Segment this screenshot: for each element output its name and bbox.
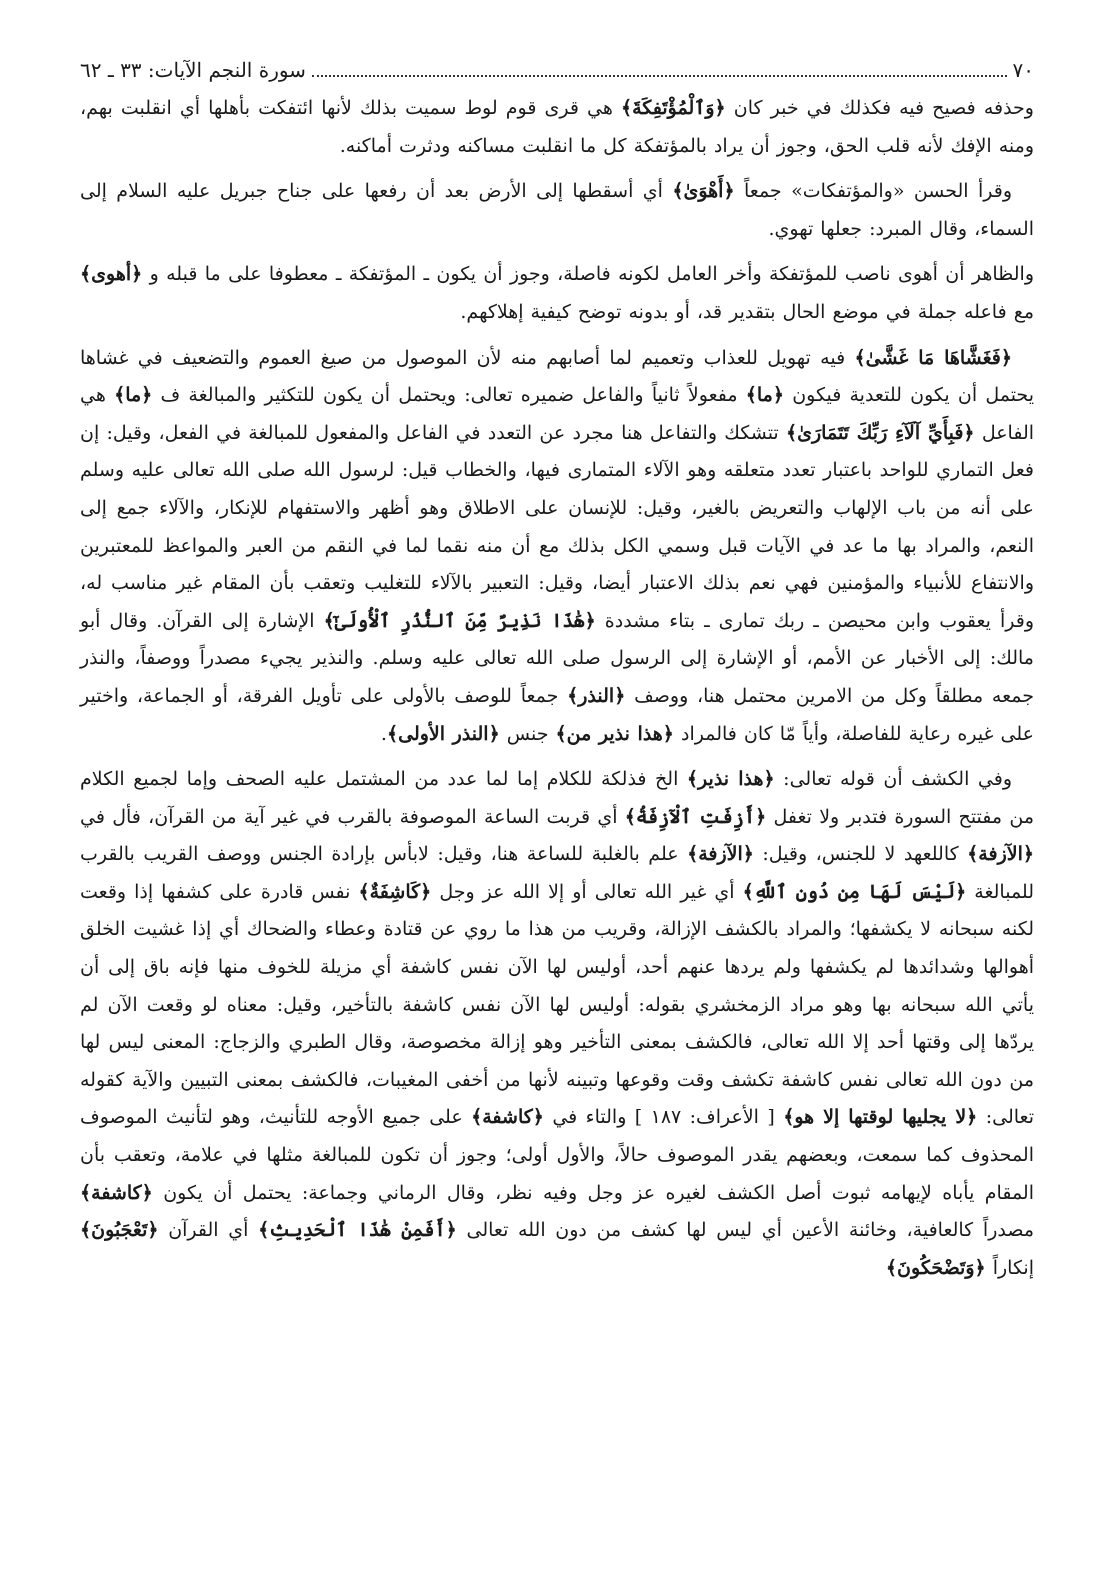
quran-quote: ﴿الآزفة﴾ — [967, 843, 1034, 866]
quran-quote: ﴿ما﴾ — [114, 384, 153, 407]
quran-quote: ﴿وَتَضْحَكُونَ﴾ — [885, 1256, 986, 1279]
running-title: سورة النجم الآيات: ٣٣ ـ ٦٢ — [80, 58, 306, 82]
quran-quote: ﴿النذر الأولى﴾ — [386, 722, 500, 745]
quran-quote: ﴿لا يجليها لوقتها إلا هو﴾ — [783, 1106, 978, 1129]
quran-quote: ﴿كَاشِفَةٌ﴾ — [358, 880, 432, 903]
quran-quote: ﴿أَزِفَتِ ٱلْآزِفَةُ﴾ — [624, 805, 767, 828]
quran-quote: ﴿وَٱلْمُؤْتَفِكَةَ﴾ — [620, 97, 726, 119]
paragraph: ﴿فَغَشَّاهَا مَا غَشَّىٰ﴾ فيه تهويل للعذاب وتعميم لما أصابهم منه لأن الموصول من صيغ العموم والتضعيف في غشاها يحتمل أن يكون للتعدية فيكون ﴿ما﴾ مفعولاً ثانياً والفاعل ضميره تعالى: ويحتمل أن يكون للتكثير والمبالغة ف ﴿ما﴾ هي الفاعل ﴿فَبِأَيِّ آلَآءِ رَبِّكَ تَتَمَارَىٰ﴾ تتشكك والتفاعل هنا مجرد عن التعدد في الفاعل والمفعول للمبالغة في الفعل، وقيل: إن فعل التماري للواحد باعتبار تعدد متعلقه وهو الآلاء المتمارى فيها، والخطاب قيل: لرسول الله صلى الله تعالى عليه وسلم على أنه من باب الإلهاب والتعريض بالغير، وقيل: للإنسان على الاطلاق وهو أظهر والاستفهام للإنكار، والآلاء جمع إلى النعم، والمراد بها ما عد في الآيات قبل وسمي الكل بذلك مع أن منه نقما لما في النقم من العبر والمواعظ للمعتبرين والانتفاع للأنبياء والمؤمنين فهي نعم بذلك الاعتبار أيضا، وقيل: التعبير بالآلاء للتغليب وتعقب بأن المقام غير مناسب له، وقرأ يعقوب وابن محيصن ـ ربك تمارى ـ بتاء مشددة ﴿هَٰذَا نَذِيرٌ مِّنَ ٱلنُّذُرِ ٱلْأُولَىٰٓ﴾ الإشارة إلى القرآن. وقال أبو مالك: إلى الأخبار عن الأمم، أو الإشارة إلى الرسول صلى الله تعالى عليه وسلم. والنذير يجيء مصدراً ووصفاً، والنذر جمعه مطلقاً وكل من الامرين محتمل هنا، ووصف ﴿النذر﴾ جمعاً للوصف بالأولى على تأويل الفرقة، أو الجماعة، واختير على غيره رعاية للفاصلة، وأياً مّا كان فالمراد ﴿هذا نذير من﴾ جنس ﴿النذر الأولى﴾. — [80, 346, 1035, 745]
quran-quote: ﴿أَفَمِنْ هَٰذَا ٱلْحَدِيثِ﴾ — [258, 1219, 457, 1242]
paragraph: والظاهر أن أهوى ناصب للمؤتفكة وأخر العامل لكونه فاصلة، وجوز أن يكون ـ المؤتفكة ـ معطوفا على ما قبله و ﴿أهوى﴾ مع فاعله جملة في موضع الحال بتقدير قد، أو بدونه توضح كيفية إهلاكهم. — [80, 263, 1034, 323]
quran-quote: ﴿أهوى﴾ — [80, 263, 143, 286]
leader-dots — [312, 75, 1007, 77]
quran-quote: ﴿تَعْجَبُونَ﴾ — [80, 1219, 159, 1242]
quran-quote: ﴿هَٰذَا نَذِيرٌ مِّنَ ٱلنُّذُرِ ٱلْأُولَىٰٓ﴾ — [323, 609, 596, 632]
quran-quote: ﴿ما﴾ — [745, 384, 784, 407]
quran-quote: ﴿فَغَشَّاهَا مَا غَشَّىٰ﴾ — [854, 346, 1013, 369]
paragraph: وقرأ الحسن «والمؤتفكات» جمعاً ﴿أَهْوَىٰ﴾ أي أسقطها إلى الأرض بعد أن رفعها على جناح جبريل عليه السلام إلى السماء، وقال المبرد: جعلها تهوي. — [80, 180, 1034, 240]
quran-quote: ﴿فَبِأَيِّ آلَآءِ رَبِّكَ تَتَمَارَىٰ﴾ — [785, 421, 975, 444]
quran-quote: ﴿لَيْسَ لَهَا مِن دُونِ ٱللَّهِ﴾ — [742, 880, 967, 903]
running-head — [80, 56, 1034, 90]
quran-quote: ﴿كاشفة﴾ — [80, 1181, 153, 1204]
page-body — [80, 56, 1034, 1295]
quran-quote: ﴿الآزفة﴾ — [687, 843, 754, 866]
quran-quote: ﴿هذا نذير﴾ — [686, 768, 775, 791]
quran-quote: ﴿كاشفة﴾ — [471, 1106, 544, 1129]
quran-quote: ﴿النذر﴾ — [567, 684, 626, 707]
page-number: ٧٠ — [1012, 58, 1034, 82]
paragraph: وحذفه فصيح فيه فكذلك في خبر كان ﴿وَٱلْمُؤْتَفِكَةَ﴾ هي قرى قوم لوط سميت بذلك لأنها ائتفكت بأهلها أي انقلبت بهم، ومنه الإفك لأنه قلب الحق، وجوز أن يراد بالمؤتفكة كل ما انقلبت مساكنه ودثرت أماكنه. — [80, 97, 1034, 157]
quran-quote: ﴿أَهْوَىٰ﴾ — [672, 180, 735, 203]
paragraph: وفي الكشف أن قوله تعالى: ﴿هذا نذير﴾ الخ فذلكة للكلام إما لما عدد من المشتمل عليه الصحف وإما لجميع الكلام من مفتتح السورة فتدبر ولا تغفل ﴿أَزِفَتِ ٱلْآزِفَةُ﴾ أي قربت الساعة الموصوفة بالقرب في غير آية من القرآن، فأل في ﴿الآزفة﴾ كاللعهد لا للجنس، وقيل: ﴿الآزفة﴾ علم بالغلبة للساعة هنا، وقيل: لابأس بإرادة الجنس ووصف القريب بالقرب للمبالغة ﴿لَيْسَ لَهَا مِن دُونِ ٱللَّهِ﴾ أي غير الله تعالى أو إلا الله عز وجل ﴿كَاشِفَةٌ﴾ نفس قادرة على كشفها إذا وقعت لكنه سبحانه لا يكشفها؛ والمراد بالكشف الإزالة، وقريب من هذا ما روي عن قتادة وعطاء والضحاك أي إذا غشيت الخلق أهوالها وشدائدها لم يكشفها ولم يردها عنهم أحد، أوليس لها الآن نفس كاشفة أي مزيلة للخوف منها فإنه باق إلى أن يأتي الله سبحانه بها وهو مراد الزمخشري بقوله: أوليس لها الآن نفس كاشفة بالتأخير، وقيل: معناه لو وقعت الآن لم يردّها إلى وقتها أحد إلا الله تعالى، فالكشف بمعنى التأخير وهو إزالة مخصوصة، وقال الطبري والزجاج: المعنى ليس لها من دون الله تعالى نفس كاشفة تكشف وقت وقوعها وتبينه لأنها من أخفى المغيبات، فالكشف بمعنى التبيين والآية كقوله تعالى: ﴿لا يجليها لوقتها إلا هو﴾ [ الأعراف: ١٨٧ ] والتاء في ﴿كاشفة﴾ على جميع الأوجه للتأنيث، وهو لتأنيث الموصوف المحذوف كما سمعت، وبعضهم يقدر الموصوف حالاً، والأول أولى؛ وجوز أن تكون للمبالغة مثلها في علامة، وتعقب بأن المقام يأباه لإيهامه ثبوت أصل الكشف لغيره عز وجل وفيه نظر، وقال الرماني وجماعة: يحتمل أن يكون ﴿كاشفة﴾ مصدراً كالعافية، وخائنة الأعين أي ليس لها كشف من دون الله تعالى ﴿أَفَمِنْ هَٰذَا ٱلْحَدِيثِ﴾ أي القرآن ﴿تَعْجَبُونَ﴾ إنكاراً ﴿وَتَضْحَكُونَ﴾ — [80, 768, 1035, 1279]
quran-quote: ﴿هذا نذير من﴾ — [555, 722, 674, 745]
